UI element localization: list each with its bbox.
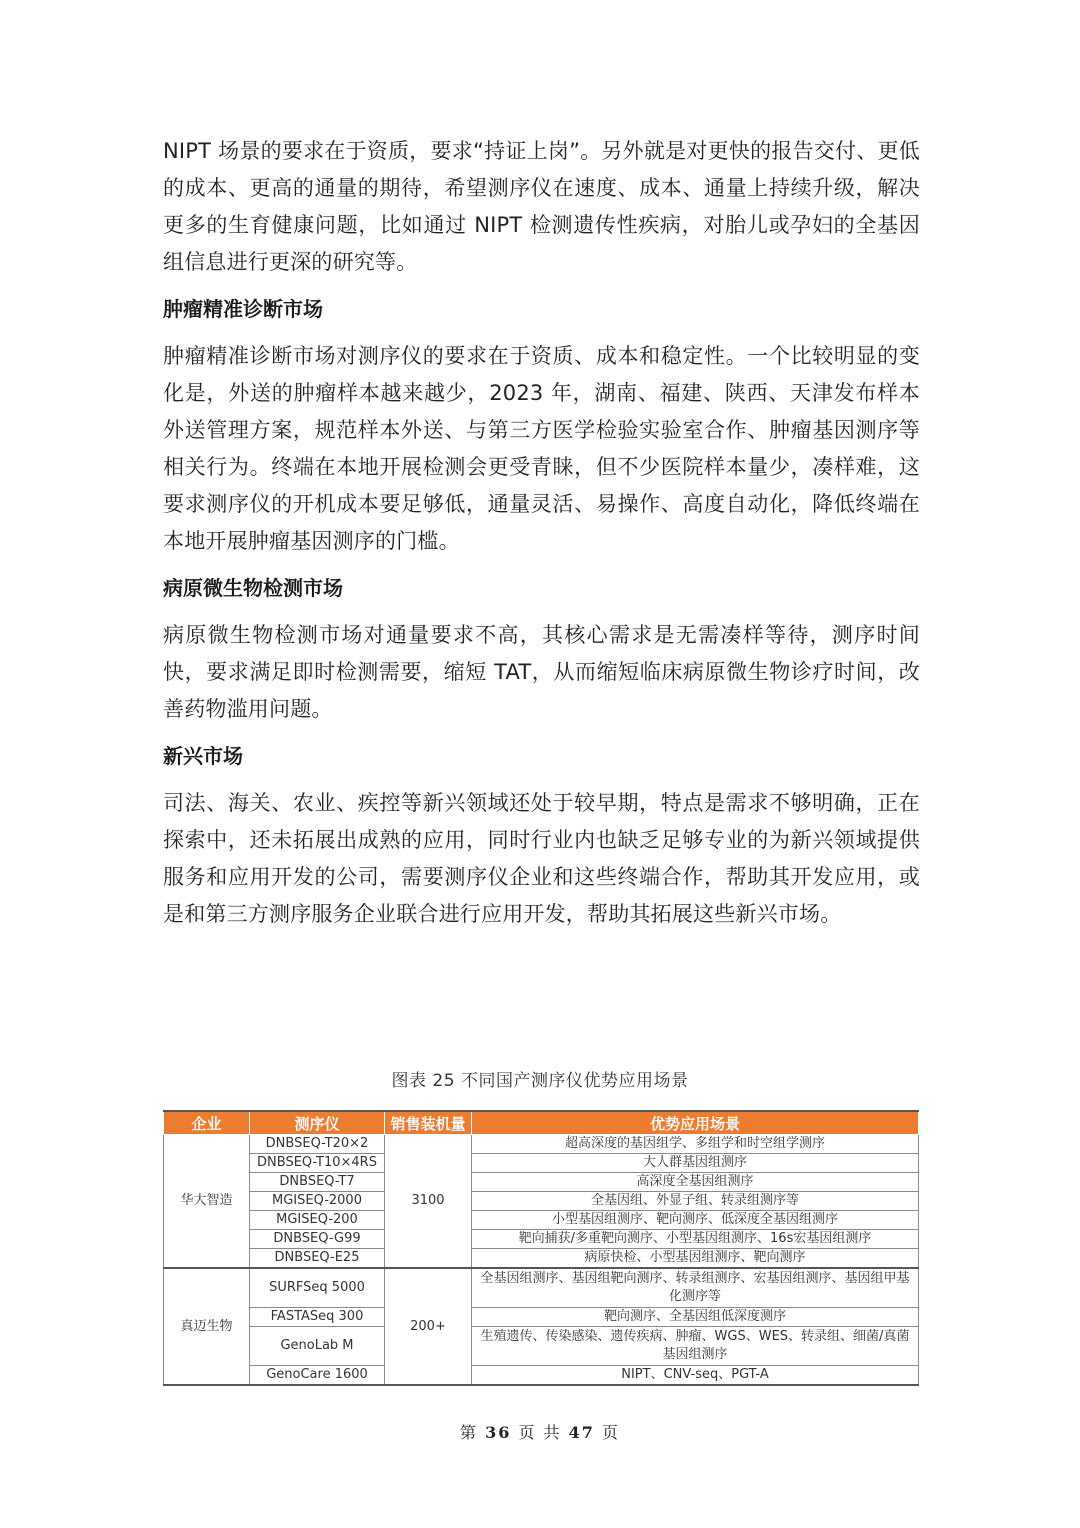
heading-pathogen-market: 病原微生物检测市场 [163, 576, 343, 600]
scenario-cell: 大人群基因组测序 [472, 1154, 919, 1173]
scenario-cell: 靶向捕获/多重靶向测序、小型基因组测序、16s宏基因组测序 [472, 1230, 919, 1249]
page-footer [0, 1420, 1080, 1443]
table-row [164, 1327, 919, 1366]
heading-tumor-market: 肿瘤精准诊断市场 [163, 297, 323, 321]
table-row [164, 1173, 919, 1192]
instrument-cell: MGISEQ-2000 [250, 1192, 385, 1211]
header-instrument: 测序仪 [250, 1111, 385, 1135]
table-row [164, 1308, 919, 1327]
instrument-cell: DNBSEQ-T7 [250, 1173, 385, 1192]
scenario-cell: 全基因组测序、基因组靶向测序、转录组测序、宏基因组测序、基因组甲基化测序等 [472, 1268, 919, 1308]
table-row [164, 1230, 919, 1249]
instrument-cell: MGISEQ-200 [250, 1211, 385, 1230]
paragraph-nipt: NIPT 场景的要求在于资质，要求“持证上岗”。另外就是对更快的报告交付、更低的成本、更高的通量的期待，希望测序仪在速度、成本、通量上持续升级，解决更多的生育健康问题，比如通过 NIPT 检测遗传性疾病，对胎儿或孕妇的全基因组信息进行更深的研究等。 [163, 139, 920, 274]
table-row [164, 1154, 919, 1173]
table-row [164, 1135, 919, 1154]
header-installed: 销售装机量 [385, 1111, 472, 1135]
scenario-cell: 小型基因组测序、靶向测序、低深度全基因组测序 [472, 1211, 919, 1230]
instrument-cell: GenoCare 1600 [250, 1366, 385, 1386]
body-content [163, 133, 920, 943]
company-cell: 华大智造 [164, 1135, 250, 1269]
table-row [164, 1211, 919, 1230]
scenario-cell: 超高深度的基因组学、多组学和时空组学测序 [472, 1135, 919, 1154]
footer-middle: 页 共 [518, 1423, 562, 1442]
scenario-cell: NIPT、CNV-seq、PGT-A [472, 1366, 919, 1386]
instrument-cell: SURFSeq 5000 [250, 1268, 385, 1308]
scenario-cell: 高深度全基因组测序 [472, 1173, 919, 1192]
instrument-cell: DNBSEQ-T20×2 [250, 1135, 385, 1154]
heading-emerging-market: 新兴市场 [163, 744, 243, 768]
header-company: 企业 [164, 1111, 250, 1135]
instrument-cell: GenoLab M [250, 1327, 385, 1366]
footer-prefix: 第 [459, 1423, 478, 1442]
table-row [164, 1192, 919, 1211]
table-row [164, 1249, 919, 1269]
company-cell: 真迈生物 [164, 1268, 250, 1385]
instrument-cell: DNBSEQ-T10×4RS [250, 1154, 385, 1173]
scenario-cell: 全基因组、外显子组、转录组测序等 [472, 1192, 919, 1211]
footer-suffix: 页 [602, 1423, 621, 1442]
header-scenario: 优势应用场景 [472, 1111, 919, 1135]
scenario-cell: 病原快检、小型基因组测序、靶向测序 [472, 1249, 919, 1269]
scenario-cell: 生殖遗传、传染感染、遗传疾病、肿瘤、WGS、WES、转录组、细菌/真菌基因组测序 [472, 1327, 919, 1366]
table-row [164, 1268, 919, 1308]
installed-cell: 200+ [385, 1268, 472, 1385]
instrument-cell: FASTASeq 300 [250, 1308, 385, 1327]
installed-cell: 3100 [385, 1135, 472, 1269]
total-page-number: 47 [568, 1423, 595, 1442]
sequencer-table [163, 1110, 919, 1386]
paragraph-tumor: 肿瘤精准诊断市场对测序仪的要求在于资质、成本和稳定性。一个比较明显的变化是，外送的肿瘤样本越来越少，2023 年，湖南、福建、陕西、天津发布样本外送管理方案，规范样本外送、与第三方医学检验实验室合作、肿瘤基因测序等相关行为。终端在本地开展检测会更受青睐，但不少医院样本量少，凑样难，这要求测序仪的开机成本要足够低，通量灵活、易操作、高度自动化，降低终端在本地开展肿瘤基因测序的门槛。 [163, 344, 920, 553]
current-page-number: 36 [485, 1423, 512, 1442]
table-row [164, 1366, 919, 1386]
instrument-cell: DNBSEQ-G99 [250, 1230, 385, 1249]
paragraph-emerging: 司法、海关、农业、疾控等新兴领域还处于较早期，特点是需求不够明确，正在探索中，还未拓展出成熟的应用，同时行业内也缺乏足够专业的为新兴领域提供服务和应用开发的公司，需要测序仪企业和这些终端合作，帮助其开发应用，或是和第三方测序服务企业联合进行应用开发，帮助其拓展这些新兴市场。 [163, 791, 920, 926]
paragraph-pathogen: 病原微生物检测市场对通量要求不高，其核心需求是无需凑样等待，测序时间快，要求满足即时检测需要，缩短 TAT，从而缩短临床病原微生物诊疗时间，改善药物滥用问题。 [163, 623, 920, 721]
instrument-cell: DNBSEQ-E25 [250, 1249, 385, 1269]
sequencer-table-wrapper [163, 1110, 918, 1386]
scenario-cell: 靶向测序、全基因组低深度测序 [472, 1308, 919, 1327]
table-caption: 图表 25 不同国产测序仪优势应用场景 [391, 1071, 689, 1091]
table-header-row [164, 1111, 919, 1135]
